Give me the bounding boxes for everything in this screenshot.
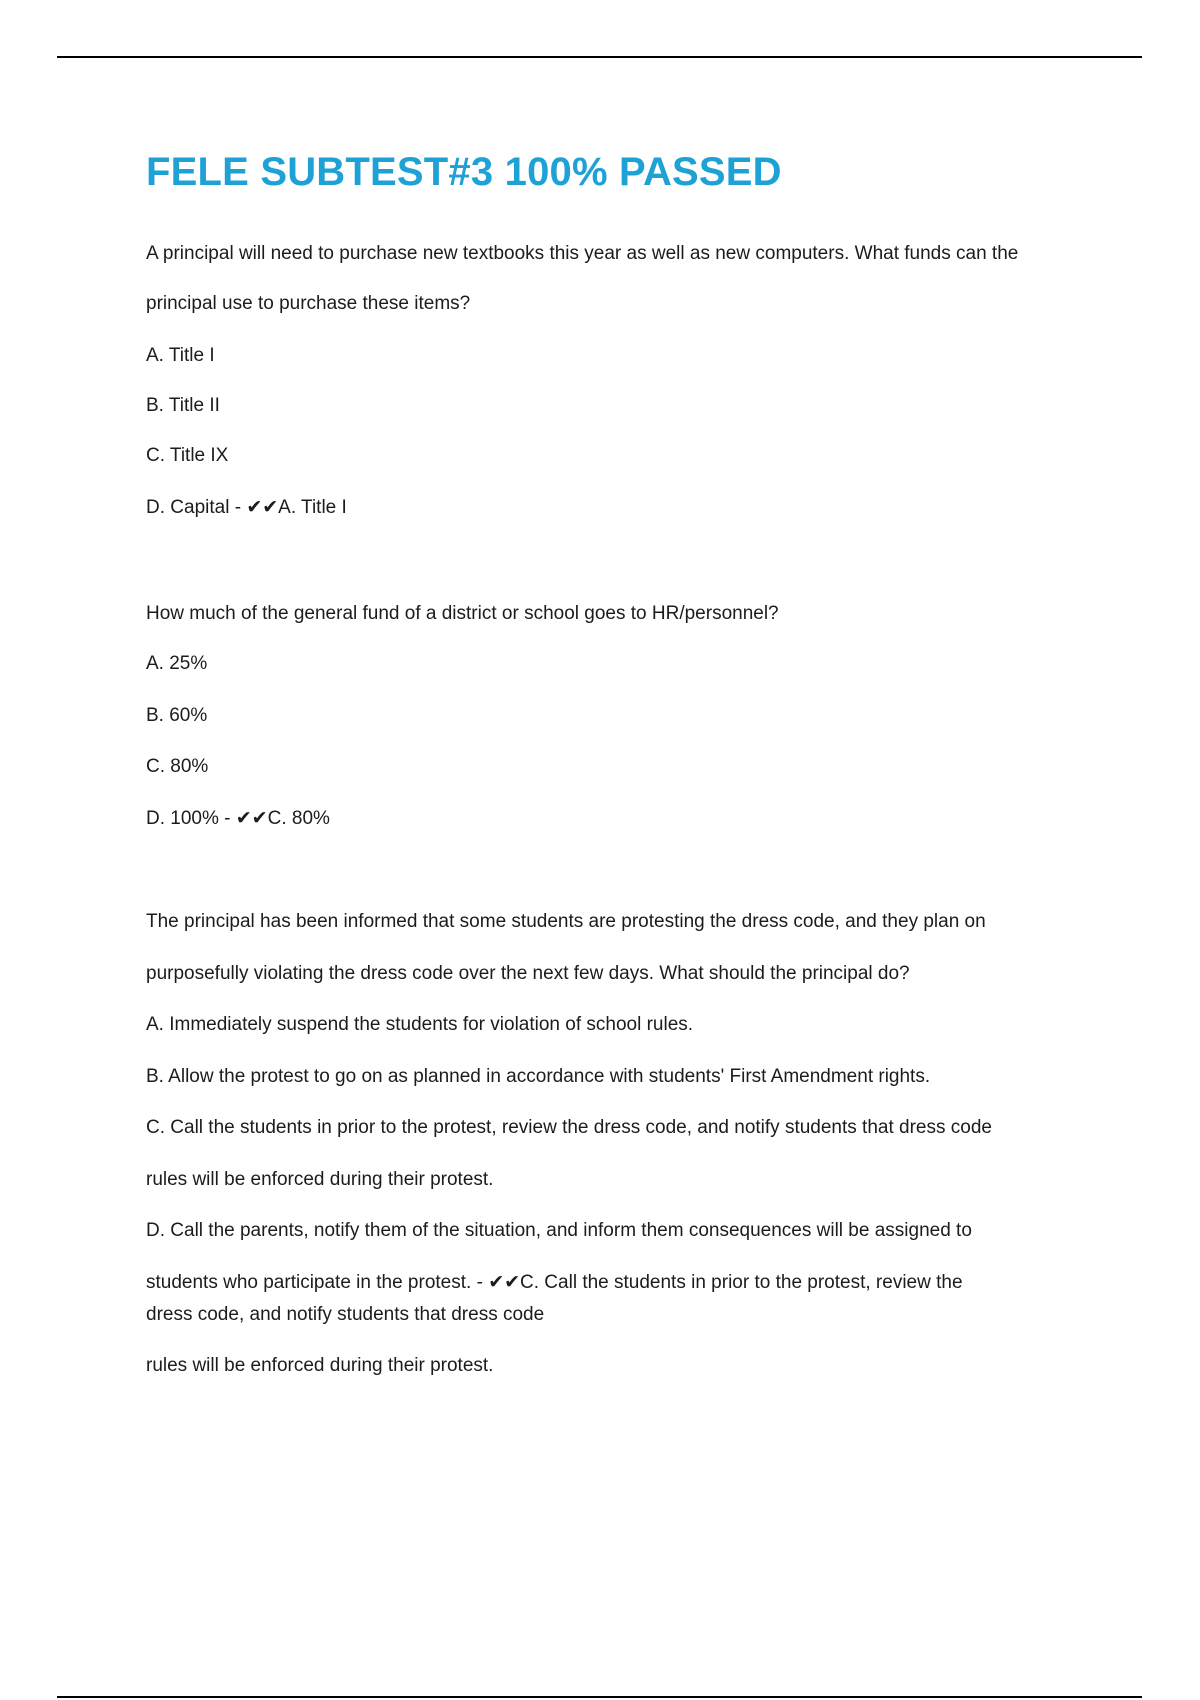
question-2-option-c: C. 80% [146,756,209,777]
question-3-prompt-line-1: The principal has been informed that some students are protesting the dress code, and they plan on [146,911,986,932]
question-3-option-a: A. Immediately suspend the students for violation of school rules. [146,1014,694,1035]
check-mark-icon: ✔✔ [488,1272,521,1293]
question-3-option-d-line-2-with-answer [146,1271,963,1295]
question-3-answer-line-1: C. Call the students in prior to the protest, review the [520,1272,963,1293]
question-3-option-c-line-2: rules will be enforced during their protest. [146,1169,494,1190]
check-mark-icon: ✔✔ [246,497,279,518]
question-2-option-b: B. 60% [146,705,208,726]
question-1-prompt-line-2: principal use to purchase these items? [146,293,471,314]
question-2-option-d: D. 100% - [146,808,236,829]
question-1-option-c: C. Title IX [146,445,229,466]
question-1-option-b: B. Title II [146,395,220,416]
bottom-rule [57,1696,1142,1698]
check-mark-icon: ✔✔ [235,808,268,829]
question-2-answer: C. 80% [267,808,330,829]
question-1-option-a: A. Title I [146,345,215,366]
question-2-option-a: A. 25% [146,653,208,674]
question-3-option-d-line-1: D. Call the parents, notify them of the situation, and inform them consequences will be assigned to [146,1220,972,1241]
question-1-option-d-with-answer [146,496,347,520]
question-3-prompt-line-2: purposefully violating the dress code over the next few days. What should the principal do? [146,963,910,984]
document-title: FELE SUBTEST#3 100% PASSED [146,150,782,194]
question-1-answer: A. Title I [278,497,347,518]
question-3-answer-line-3: rules will be enforced during their protest. [146,1355,494,1376]
question-1-prompt-line-1: A principal will need to purchase new textbooks this year as well as new computers. What funds can the [146,243,1019,264]
question-3-option-b: B. Allow the protest to go on as planned in accordance with students' First Amendment rights. [146,1066,931,1087]
top-rule [57,56,1142,58]
question-3-option-d-line-2: students who participate in the protest. - [146,1272,489,1293]
question-2-prompt-line-1: How much of the general fund of a district or school goes to HR/personnel? [146,603,779,624]
question-1-option-d: D. Capital - [146,497,247,518]
question-2-option-d-with-answer [146,807,330,831]
question-3-answer-line-2: dress code, and notify students that dress code [146,1304,545,1325]
document-body [146,142,1096,1376]
question-3-option-c-line-1: C. Call the students in prior to the protest, review the dress code, and notify students that dress code [146,1117,992,1138]
